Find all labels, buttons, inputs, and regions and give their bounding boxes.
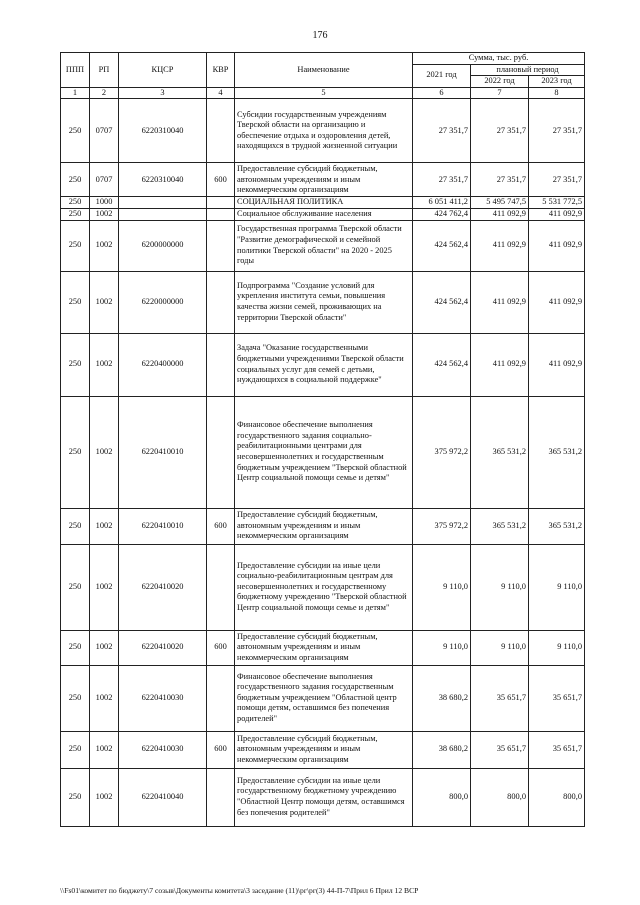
cell-2022: 9 110,0 bbox=[471, 630, 529, 665]
cell-kcsr: 6220310040 bbox=[119, 99, 207, 163]
cell-2021: 424 562,4 bbox=[413, 333, 471, 396]
cell-2021: 9 110,0 bbox=[413, 544, 471, 630]
cell-2023: 35 651,7 bbox=[529, 731, 585, 768]
cell-2022: 35 651,7 bbox=[471, 665, 529, 731]
cell-2023: 800,0 bbox=[529, 768, 585, 826]
cell-2023: 9 110,0 bbox=[529, 630, 585, 665]
cell-kcsr: 6220310040 bbox=[119, 163, 207, 197]
table-row bbox=[61, 665, 585, 731]
cell-2023: 411 092,9 bbox=[529, 220, 585, 271]
cell-rp: 1002 bbox=[90, 508, 119, 544]
cell-2022: 9 110,0 bbox=[471, 544, 529, 630]
table-row bbox=[61, 508, 585, 544]
cell-kvr bbox=[207, 665, 235, 731]
cell-2021: 9 110,0 bbox=[413, 630, 471, 665]
cell-kcsr: 6220410010 bbox=[119, 396, 207, 508]
table-row bbox=[61, 396, 585, 508]
cell-kcsr: 6220410020 bbox=[119, 630, 207, 665]
cell-rp: 1002 bbox=[90, 271, 119, 333]
page-number: 176 bbox=[312, 30, 328, 41]
column-number: 7 bbox=[471, 87, 529, 99]
cell-kcsr: 6220410040 bbox=[119, 768, 207, 826]
cell-kvr bbox=[207, 333, 235, 396]
cell-name: Субсидии государственным учреждениям Тверской области на организацию и обеспечение отдыха и оздоровления детей, находящихся в трудной жизненной ситуации bbox=[235, 99, 413, 163]
table-row bbox=[61, 220, 585, 271]
table-body bbox=[61, 99, 585, 826]
cell-kvr: 600 bbox=[207, 163, 235, 197]
cell-2023: 365 531,2 bbox=[529, 508, 585, 544]
table-row bbox=[61, 333, 585, 396]
cell-2022: 411 092,9 bbox=[471, 333, 529, 396]
cell-name: Предоставление субсидий бюджетным, автономным учреждениям и иным некоммерческим организациям bbox=[235, 731, 413, 768]
cell-kcsr: 6220410020 bbox=[119, 544, 207, 630]
column-number: 2 bbox=[90, 87, 119, 99]
header-rp: РП bbox=[90, 53, 119, 88]
table-row bbox=[61, 768, 585, 826]
cell-kvr bbox=[207, 208, 235, 220]
cell-2021: 6 051 411,2 bbox=[413, 197, 471, 209]
cell-2023: 27 351,7 bbox=[529, 99, 585, 163]
cell-name: Государственная программа Тверской области "Развитие демографической и семейной политики Тверской области" на 2020 - 2025 годы bbox=[235, 220, 413, 271]
cell-name: Задача "Оказание государственными бюджетными учреждениями Тверской области социальных услуг для семей с детьми, нуждающихся в социальной поддержке" bbox=[235, 333, 413, 396]
footer-file-path: \\Fs01\комитет по бюджету\7 созыв\Документы комитета\3 заседание (11)\рг\рг(3) 44-П-7\Прил 6 Прил 12 ВСР bbox=[60, 886, 419, 895]
header-name: Наименование bbox=[235, 53, 413, 88]
table-row bbox=[61, 99, 585, 163]
cell-ppp: 250 bbox=[61, 99, 90, 163]
cell-2023: 5 531 772,5 bbox=[529, 197, 585, 209]
header-kcsr: КЦСР bbox=[119, 53, 207, 88]
cell-rp: 1000 bbox=[90, 197, 119, 209]
cell-kcsr bbox=[119, 208, 207, 220]
cell-name: Подпрограмма "Создание условий для укрепления института семьи, повышения качества жизни семей, проживающих на территории Тверской области" bbox=[235, 271, 413, 333]
cell-2021: 27 351,7 bbox=[413, 99, 471, 163]
cell-name: СОЦИАЛЬНАЯ ПОЛИТИКА bbox=[235, 197, 413, 209]
cell-ppp: 250 bbox=[61, 768, 90, 826]
cell-rp: 1002 bbox=[90, 396, 119, 508]
cell-kvr bbox=[207, 544, 235, 630]
cell-2022: 27 351,7 bbox=[471, 163, 529, 197]
cell-kvr: 600 bbox=[207, 630, 235, 665]
cell-rp: 1002 bbox=[90, 208, 119, 220]
cell-2022: 27 351,7 bbox=[471, 99, 529, 163]
cell-name: Предоставление субсидии на иные цели социально-реабилитационным центрам для несовершеннолетних и государственному бюджетному учреждению "Тверской областной Центр социальной помощи семье и детям" bbox=[235, 544, 413, 630]
cell-name: Финансовое обеспечение выполнения государственного задания государственным бюджетным учреждением "Областной центр помощи детям, оставшимся без попечения родителей" bbox=[235, 665, 413, 731]
cell-name: Финансовое обеспечение выполнения государственного задания социально-реабилитационными центрами для несовершеннолетних и государственным бюджетным учреждением "Тверской областной Центр социальной помощи семье и детям" bbox=[235, 396, 413, 508]
cell-ppp: 250 bbox=[61, 271, 90, 333]
cell-2021: 424 762,4 bbox=[413, 208, 471, 220]
cell-2021: 800,0 bbox=[413, 768, 471, 826]
cell-2023: 411 092,9 bbox=[529, 208, 585, 220]
cell-2022: 411 092,9 bbox=[471, 220, 529, 271]
cell-kvr bbox=[207, 396, 235, 508]
cell-2022: 411 092,9 bbox=[471, 208, 529, 220]
table-row bbox=[61, 271, 585, 333]
cell-2022: 5 495 747,5 bbox=[471, 197, 529, 209]
cell-2021: 375 972,2 bbox=[413, 508, 471, 544]
column-number: 1 bbox=[61, 87, 90, 99]
cell-rp: 1002 bbox=[90, 220, 119, 271]
cell-ppp: 250 bbox=[61, 508, 90, 544]
cell-ppp: 250 bbox=[61, 665, 90, 731]
cell-2023: 411 092,9 bbox=[529, 333, 585, 396]
cell-kvr: 600 bbox=[207, 731, 235, 768]
cell-2021: 38 680,2 bbox=[413, 665, 471, 731]
header-2022: 2022 год bbox=[471, 76, 529, 88]
cell-2021: 27 351,7 bbox=[413, 163, 471, 197]
cell-2023: 9 110,0 bbox=[529, 544, 585, 630]
cell-ppp: 250 bbox=[61, 630, 90, 665]
cell-kcsr: 6220410030 bbox=[119, 731, 207, 768]
cell-ppp: 250 bbox=[61, 396, 90, 508]
cell-2021: 424 562,4 bbox=[413, 271, 471, 333]
column-number: 6 bbox=[413, 87, 471, 99]
cell-name: Предоставление субсидии на иные цели государственному бюджетному учреждению "Областной Центр помощи детям, оставшимся без попечения родителей" bbox=[235, 768, 413, 826]
cell-2023: 27 351,7 bbox=[529, 163, 585, 197]
table-row bbox=[61, 731, 585, 768]
cell-kvr bbox=[207, 220, 235, 271]
cell-kcsr: 6220410030 bbox=[119, 665, 207, 731]
column-number: 4 bbox=[207, 87, 235, 99]
header-sum: Сумма, тыс. руб. bbox=[413, 53, 585, 65]
cell-2021: 424 562,4 bbox=[413, 220, 471, 271]
table-header bbox=[61, 53, 585, 99]
table-row bbox=[61, 544, 585, 630]
header-kvr: КВР bbox=[207, 53, 235, 88]
cell-2022: 365 531,2 bbox=[471, 508, 529, 544]
header-2023: 2023 год bbox=[529, 76, 585, 88]
table-row bbox=[61, 163, 585, 197]
cell-ppp: 250 bbox=[61, 197, 90, 209]
cell-name: Предоставление субсидий бюджетным, автономным учреждениям и иным некоммерческим организациям bbox=[235, 163, 413, 197]
cell-2021: 38 680,2 bbox=[413, 731, 471, 768]
cell-2022: 411 092,9 bbox=[471, 271, 529, 333]
cell-name: Предоставление субсидий бюджетным, автономным учреждениям и иным некоммерческим организациям bbox=[235, 630, 413, 665]
cell-2022: 35 651,7 bbox=[471, 731, 529, 768]
cell-kvr bbox=[207, 768, 235, 826]
cell-2022: 800,0 bbox=[471, 768, 529, 826]
table-row bbox=[61, 208, 585, 220]
cell-name: Предоставление субсидий бюджетным, автономным учреждениям и иным некоммерческим организациям bbox=[235, 508, 413, 544]
header-ppp: ППП bbox=[61, 53, 90, 88]
header-planned-period: плановый период bbox=[471, 64, 585, 76]
cell-ppp: 250 bbox=[61, 333, 90, 396]
header-2021: 2021 год bbox=[413, 64, 471, 87]
cell-kvr bbox=[207, 271, 235, 333]
cell-ppp: 250 bbox=[61, 731, 90, 768]
cell-kvr bbox=[207, 197, 235, 209]
cell-rp: 0707 bbox=[90, 99, 119, 163]
cell-rp: 1002 bbox=[90, 544, 119, 630]
cell-2021: 375 972,2 bbox=[413, 396, 471, 508]
table-row bbox=[61, 197, 585, 209]
cell-name: Социальное обслуживание населения bbox=[235, 208, 413, 220]
cell-kcsr: 6200000000 bbox=[119, 220, 207, 271]
cell-kcsr: 6220410010 bbox=[119, 508, 207, 544]
cell-ppp: 250 bbox=[61, 220, 90, 271]
table-row bbox=[61, 630, 585, 665]
cell-2023: 365 531,2 bbox=[529, 396, 585, 508]
cell-kvr bbox=[207, 99, 235, 163]
cell-rp: 1002 bbox=[90, 665, 119, 731]
cell-kcsr bbox=[119, 197, 207, 209]
budget-table bbox=[60, 52, 585, 827]
cell-ppp: 250 bbox=[61, 208, 90, 220]
cell-kcsr: 6220000000 bbox=[119, 271, 207, 333]
cell-ppp: 250 bbox=[61, 163, 90, 197]
cell-kcsr: 6220400000 bbox=[119, 333, 207, 396]
column-number: 3 bbox=[119, 87, 207, 99]
cell-2023: 411 092,9 bbox=[529, 271, 585, 333]
cell-ppp: 250 bbox=[61, 544, 90, 630]
column-number: 5 bbox=[235, 87, 413, 99]
cell-2023: 35 651,7 bbox=[529, 665, 585, 731]
column-number: 8 bbox=[529, 87, 585, 99]
cell-rp: 1002 bbox=[90, 768, 119, 826]
cell-rp: 1002 bbox=[90, 333, 119, 396]
cell-kvr: 600 bbox=[207, 508, 235, 544]
cell-rp: 0707 bbox=[90, 163, 119, 197]
cell-rp: 1002 bbox=[90, 731, 119, 768]
cell-2022: 365 531,2 bbox=[471, 396, 529, 508]
cell-rp: 1002 bbox=[90, 630, 119, 665]
